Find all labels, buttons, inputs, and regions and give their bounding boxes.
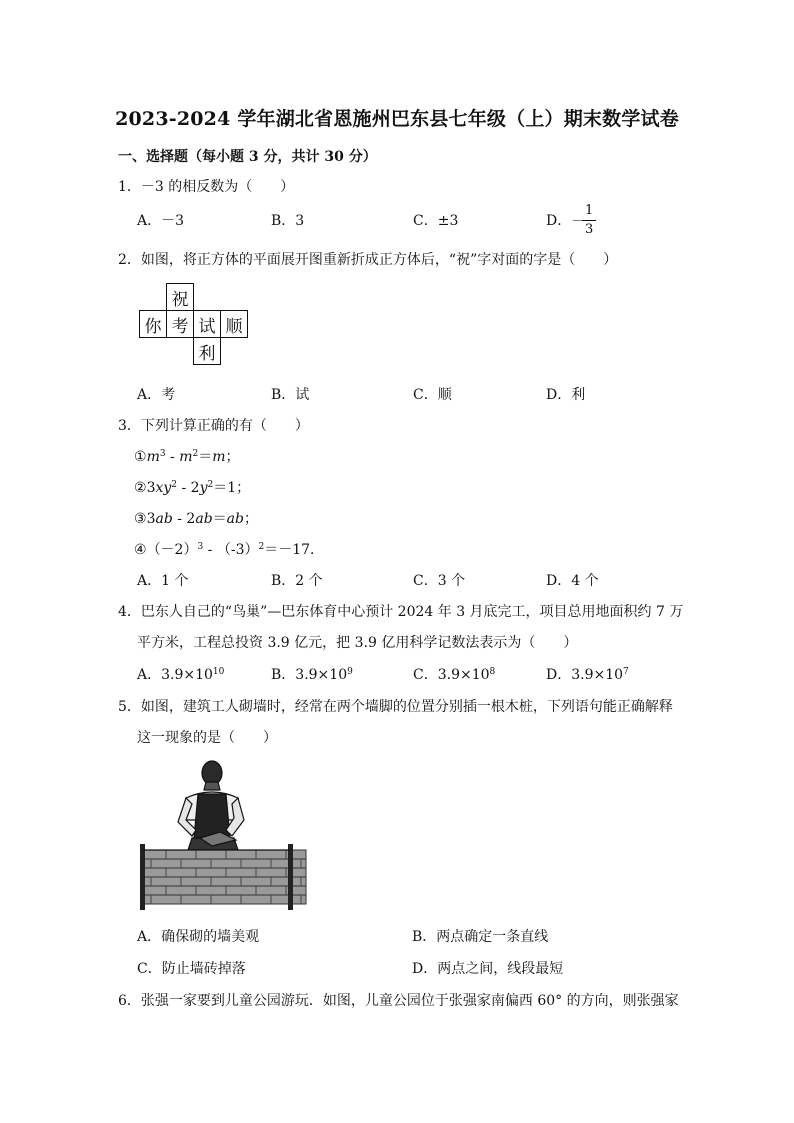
exponent: 2 [207, 480, 214, 490]
q3-item-3 [134, 508, 258, 528]
q2-option-a: A．考 [137, 387, 176, 403]
fraction-denominator: 3 [585, 222, 594, 237]
exponent: 3 [159, 449, 166, 459]
var-m: m [146, 449, 160, 465]
worker-figure [178, 761, 244, 850]
q4-option-d-text: D．3.9×10 [546, 667, 624, 683]
q4-option-c [413, 664, 495, 684]
q4-option-b [271, 664, 353, 684]
q5-option-c: C．防止墙砖掉落 [137, 961, 246, 977]
net-cell-row-1: 你 [140, 311, 167, 338]
q3-option-b: B．2 个 [271, 573, 323, 589]
net-cell-row-4: 顺 [221, 311, 248, 338]
question-5-line-2: 这一现象的是（ ） [137, 730, 277, 746]
paper-title: 2023-2024 学年湖北省恩施州巴东县七年级（上）期末数学试卷 [115, 108, 679, 130]
q1-option-a: A．－3 [137, 213, 185, 229]
result: ＝1； [213, 480, 251, 496]
circle-number-3: ③ [134, 511, 147, 527]
var-xy: xy [155, 480, 172, 496]
net-cell-row-2: 考 [167, 311, 194, 338]
var-ab: ab [226, 511, 244, 527]
exponent: 10 [212, 667, 225, 677]
brick-wall [144, 850, 306, 904]
question-6-line-1: 6．张强一家要到儿童公园游玩．如图，儿童公园位于张强家南偏西 60° 的方向，则张强家 [118, 993, 679, 1009]
q5-option-d: D．两点之间，线段最短 [412, 961, 564, 977]
circle-number-4: ④ [134, 542, 147, 558]
q3-option-c: C．3 个 [413, 573, 466, 589]
q2-option-b: B．试 [271, 387, 310, 403]
var-y: y [199, 480, 208, 496]
q4-option-a-text: A．3.9×10 [137, 667, 213, 683]
question-5-line-1: 5．如图，建筑工人砌墙时，经常在两个墙脚的位置分别插一根木桩，下列语句能正确解释 [118, 699, 673, 715]
net-cell-bottom: 利 [194, 338, 221, 365]
q2-option-c: C．顺 [413, 387, 452, 403]
var-m: m [179, 449, 193, 465]
net-cell-top: 祝 [167, 284, 194, 311]
q5-option-a: A．确保砌的墙美观 [137, 929, 260, 945]
question-4-line-1: 4．巴东人自己的“鸟巢”—巴东体育中心预计 2024 年 3 月底完工，项目总用地面积约 7 万 [118, 604, 684, 620]
semicolon: ； [243, 511, 258, 527]
q1-option-c: C．±3 [413, 213, 459, 229]
exponent: 2 [258, 542, 265, 552]
exponent: 2 [171, 480, 178, 490]
exponent: 8 [489, 667, 496, 677]
exponent: 7 [623, 667, 629, 677]
q3-item-4 [134, 539, 324, 559]
minus-sign: - [165, 449, 180, 465]
exponent: 3 [197, 542, 204, 552]
equals-sign: ＝ [198, 449, 213, 465]
question-2-stem: 2．如图，将正方体的平面展开图重新折成正方体后，“祝”字对面的字是（ ） [118, 252, 618, 268]
circle-number-2: ② [134, 480, 147, 496]
semicolon: ； [225, 449, 240, 465]
equals-sign: ＝ [212, 511, 227, 527]
circle-number-1: ① [134, 449, 147, 465]
net-cell-row-3: 试 [194, 311, 221, 338]
var-ab: ab [195, 511, 213, 527]
q1-option-b: B．3 [271, 213, 305, 229]
q3-option-d: D．4 个 [546, 573, 599, 589]
fraction-one-third [582, 203, 596, 239]
q5-option-b: B．两点确定一条直线 [412, 929, 549, 945]
question-1-stem: 1．－3 的相反数为（ ） [118, 179, 295, 195]
coefficient: 3 [146, 511, 156, 527]
result: ＝－17． [264, 542, 325, 558]
q1-option-d [546, 210, 583, 230]
q4-option-c-text: C．3.9×10 [413, 667, 490, 683]
q2-option-d: D．利 [546, 387, 586, 403]
fraction-bar [582, 220, 596, 221]
q3-item-2 [134, 477, 250, 497]
minus-term: - 2 [177, 480, 200, 496]
exponent: 2 [192, 449, 199, 459]
var-ab: ab [155, 511, 173, 527]
q4-option-b-text: B．3.9×10 [271, 667, 348, 683]
question-4-line-2: 平方米，工程总投资 3.9 亿元，把 3.9 亿用科学记数法表示为（ ） [137, 635, 578, 651]
q3-option-a: A．1 个 [137, 573, 189, 589]
q1-option-d-label: D． [546, 213, 572, 229]
var-m: m [212, 449, 226, 465]
q4-option-a [137, 664, 224, 684]
question-3-stem: 3．下列计算正确的有（ ） [118, 418, 309, 434]
q3-item-1 [134, 446, 240, 466]
bricklayer-illustration [136, 758, 312, 912]
section-heading: 一、选择题（每小题 3 分，共计 30 分） [118, 149, 377, 165]
term-1: （－2） [146, 542, 198, 558]
q4-option-d [546, 664, 629, 684]
term-2: - （-3） [203, 542, 259, 558]
coefficient: 3 [146, 480, 156, 496]
fraction-numerator: 1 [585, 203, 594, 218]
cube-net-figure [139, 283, 248, 365]
exponent: 9 [347, 667, 353, 677]
q1-option-d-minus: － [571, 214, 584, 228]
minus-term: - 2 [172, 511, 196, 527]
